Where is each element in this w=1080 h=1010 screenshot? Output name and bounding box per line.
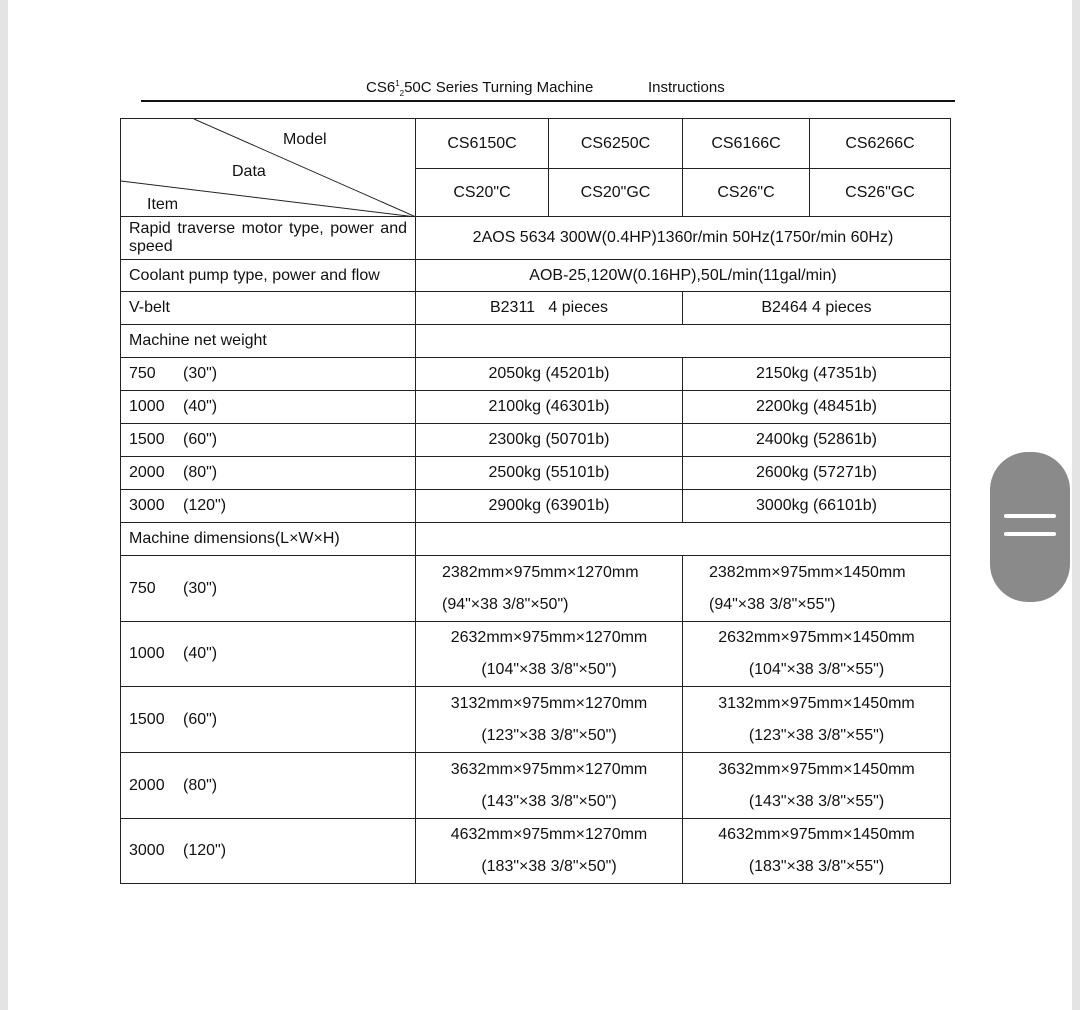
table-row — [121, 687, 951, 753]
table-row — [121, 292, 951, 325]
table-row — [121, 753, 951, 819]
model-cell: CS6150C — [416, 119, 549, 169]
size-cell: CS26"C — [683, 169, 810, 217]
size-cell: CS20"C — [416, 169, 549, 217]
empty-cell — [416, 325, 951, 358]
weight-right: 2150kg (47351b) — [683, 358, 951, 391]
vbelt-right: B2464 4 pieces — [683, 292, 951, 325]
size-cell: CS26"GC — [810, 169, 951, 217]
header-title: $CS6^1_250C$ Series Turning Machine — [366, 79, 594, 98]
model-cell: CS6166C — [683, 119, 810, 169]
rapid-traverse-label: Rapid traverse motor type, power and speed — [121, 217, 416, 260]
weight-right: 2400kg (52861b) — [683, 424, 951, 457]
dimension-right: 2632mm×975mm×1450mm (104"×38 3/8"×55") — [683, 622, 951, 687]
size-cell: CS20"GC — [549, 169, 683, 217]
length-label: 750 (30") — [121, 556, 416, 622]
corner-model-label: Model — [283, 131, 327, 148]
dimension-left: 2382mm×975mm×1270mm (94"×38 3/8"×50") — [416, 556, 683, 622]
dimension-left: 4632mm×975mm×1270mm (183"×38 3/8"×50") — [416, 819, 683, 884]
rapid-traverse-value: 2AOS 5634 300W(0.4HP)1360r/min 50Hz(1750r/min 60Hz) — [416, 217, 951, 260]
weight-right: 2600kg (57271b) — [683, 457, 951, 490]
weight-left: 2300kg (50701b) — [416, 424, 683, 457]
dimension-left: 3132mm×975mm×1270mm (123"×38 3/8"×50") — [416, 687, 683, 753]
weight-right: 3000kg (66101b) — [683, 490, 951, 523]
dimension-right: 2382mm×975mm×1450mm (94"×38 3/8"×55") — [683, 556, 951, 622]
table-row — [121, 523, 951, 556]
table-row — [121, 391, 951, 424]
spec-table — [120, 118, 951, 884]
weight-left: 2500kg (55101b) — [416, 457, 683, 490]
length-label: 750 (30") — [121, 358, 416, 391]
table-row — [121, 358, 951, 391]
corner-item-label: Item — [147, 196, 179, 213]
length-label: 1500 (60") — [121, 424, 416, 457]
table-row — [121, 217, 951, 260]
model-cell: CS6266C — [810, 119, 951, 169]
length-label: 3000 (120") — [121, 490, 416, 523]
length-label: 3000 (120") — [121, 819, 416, 884]
coolant-value: AOB-25,120W(0.16HP),50L/min(11gal/min) — [416, 260, 951, 292]
weight-right: 2200kg (48451b) — [683, 391, 951, 424]
weight-section-label: Machine net weight — [121, 325, 416, 358]
page-header — [141, 78, 955, 102]
dimension-right: 4632mm×975mm×1450mm (183"×38 3/8"×55") — [683, 819, 951, 884]
dimensions-section-label: Machine dimensions(L×W×H) — [121, 523, 416, 556]
length-label: 1000 (40") — [121, 391, 416, 424]
table-row — [121, 325, 951, 358]
table-row — [121, 457, 951, 490]
table-row — [121, 490, 951, 523]
empty-cell — [416, 523, 951, 556]
corner-data-label: Data — [232, 163, 266, 180]
table-row — [121, 260, 951, 292]
dimension-left: 2632mm×975mm×1270mm (104"×38 3/8"×50") — [416, 622, 683, 687]
coolant-label: Coolant pump type, power and flow — [121, 260, 416, 292]
header-instructions: Instructions — [648, 79, 725, 96]
weight-left: 2050kg (45201b) — [416, 358, 683, 391]
dimension-right: 3632mm×975mm×1450mm (143"×38 3/8"×55") — [683, 753, 951, 819]
dimension-left: 3632mm×975mm×1270mm (143"×38 3/8"×50") — [416, 753, 683, 819]
table-row — [121, 424, 951, 457]
weight-left: 2100kg (46301b) — [416, 391, 683, 424]
weight-left: 2900kg (63901b) — [416, 490, 683, 523]
table-row — [121, 622, 951, 687]
vbelt-label: V-belt — [121, 292, 416, 325]
length-label: 1000 (40") — [121, 622, 416, 687]
vbelt-left: B2311 4 pieces — [416, 292, 683, 325]
scroll-handle[interactable] — [990, 452, 1070, 602]
table-row — [121, 556, 951, 622]
length-label: 1500 (60") — [121, 687, 416, 753]
length-label: 2000 (80") — [121, 753, 416, 819]
dimension-right: 3132mm×975mm×1450mm (123"×38 3/8"×55") — [683, 687, 951, 753]
table-row — [121, 819, 951, 884]
model-cell: CS6250C — [549, 119, 683, 169]
table-row — [121, 119, 951, 169]
corner-header — [121, 119, 416, 217]
length-label: 2000 (80") — [121, 457, 416, 490]
